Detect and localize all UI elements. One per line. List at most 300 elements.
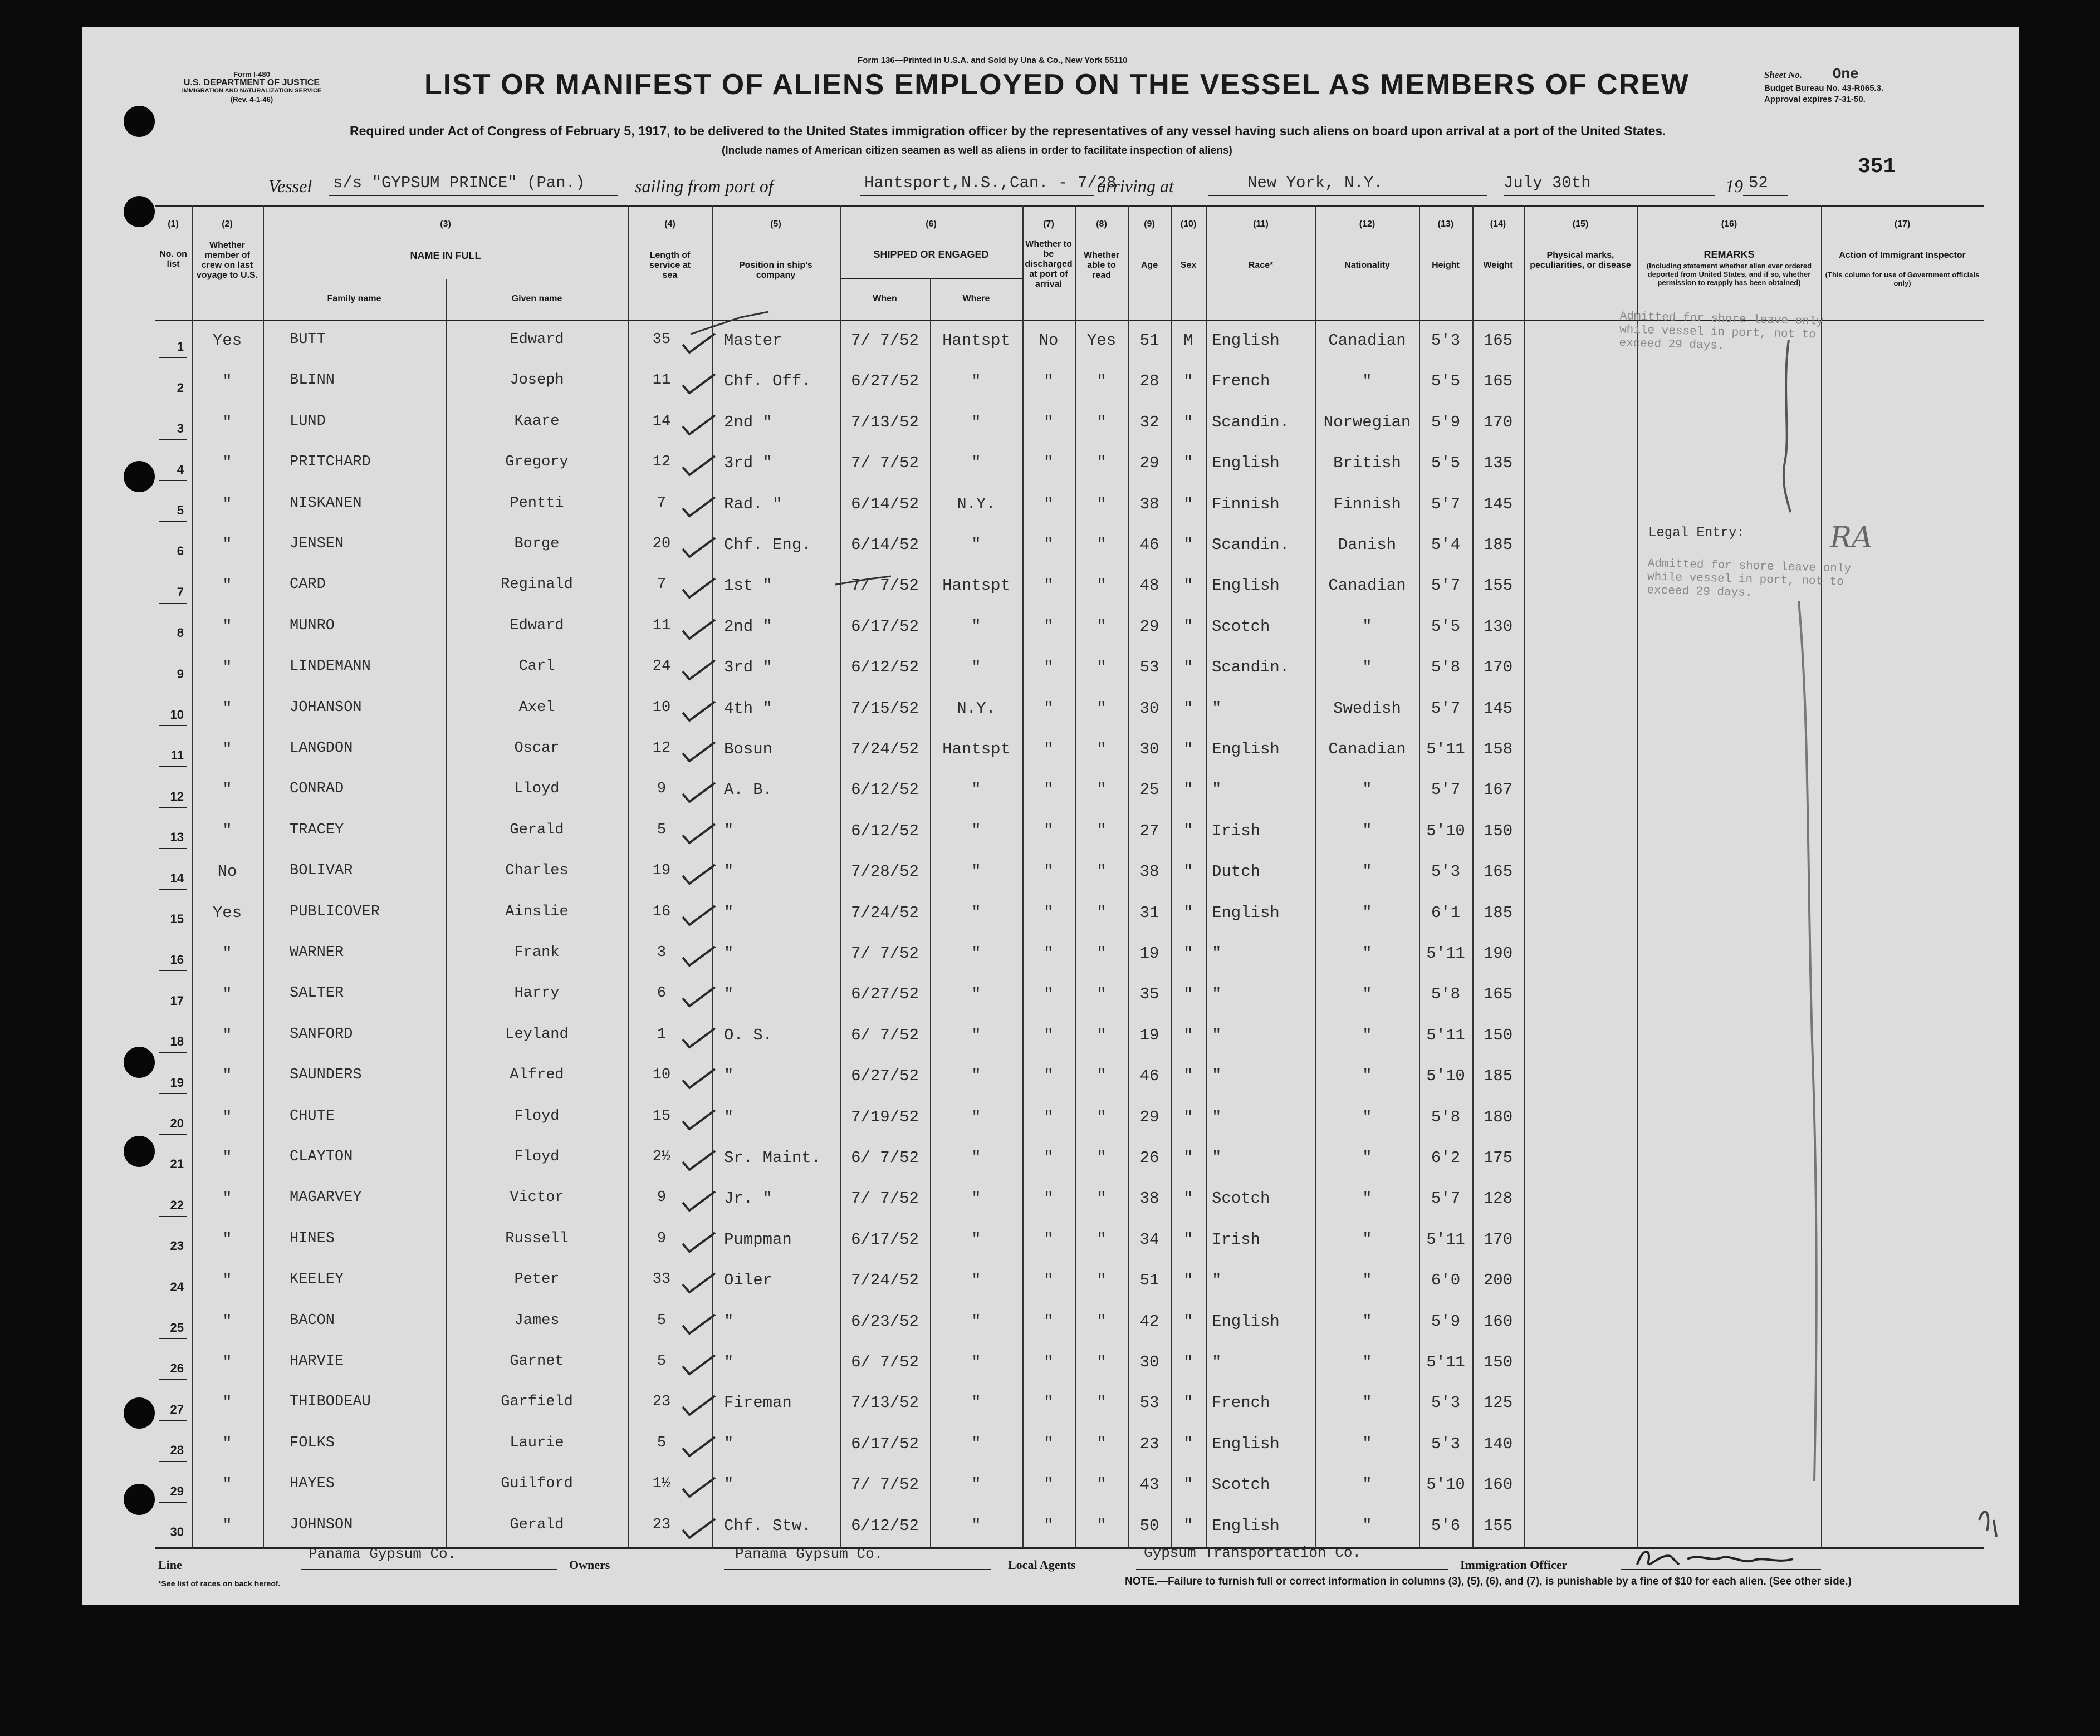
row-number: 8 [177,626,184,640]
page-title: LIST OR MANIFEST OF ALIENS EMPLOYED ON THE VESSEL AS MEMBERS OF CREW [424,68,1690,101]
race-cell: English [1212,331,1280,350]
weight-cell: 158 [1483,740,1513,758]
shipped-when-cell: 6/12/52 [851,781,919,800]
discharged-cell: " [1044,536,1054,554]
discharged-cell: " [1044,1271,1054,1290]
col-weight: Weight [1483,261,1513,270]
race-cell: " [1212,1353,1222,1371]
row-number: 22 [170,1198,184,1212]
prev-voyage-cell: " [222,1394,232,1413]
shipped-when-cell: 7/ 7/52 [851,331,919,350]
race-cell: Scotch [1212,1189,1270,1208]
sex-cell: " [1183,1475,1193,1494]
nationality-cell: " [1362,1107,1372,1126]
prev-voyage-cell: " [222,1026,232,1044]
service-cell: 19 [652,862,671,880]
age-cell: 30 [1139,740,1159,758]
age-cell: 48 [1139,576,1159,595]
shipped-when-cell: 6/27/52 [851,1067,919,1086]
shipped-when-cell: 7/ 7/52 [851,1189,919,1208]
discharged-cell: No [1039,331,1059,350]
race-cell: English [1212,1312,1280,1331]
row-number: 16 [170,953,184,967]
sex-cell: " [1183,740,1193,758]
shipped-where-cell: " [971,413,981,431]
prev-voyage-cell: " [222,699,232,718]
shipped-where-cell: " [971,1353,981,1371]
weight-cell: 150 [1483,821,1513,840]
height-cell: 5'7 [1431,699,1461,718]
age-cell: 31 [1139,903,1159,922]
col-sex: Sex [1180,261,1197,270]
height-cell: 5'3 [1431,331,1461,350]
prev-voyage-cell: " [222,740,232,758]
height-cell: 5'8 [1431,1107,1461,1126]
age-cell: 25 [1139,781,1159,800]
nationality-cell: " [1362,1475,1372,1494]
given-name-cell: Pentti [510,494,564,512]
height-cell: 5'5 [1431,617,1461,636]
race-cell: French [1212,1394,1270,1413]
shipped-where-cell: " [971,617,981,636]
family-name-cell: LANGDON [290,740,353,757]
checkmark-icon [681,738,719,766]
family-name-cell: KEELEY [290,1271,344,1288]
checkmark-icon [681,820,719,847]
checkmark-icon [681,860,719,888]
discharged-cell: " [1044,1067,1054,1086]
weight-cell: 130 [1483,617,1513,636]
officer-signature [1626,1542,1804,1576]
row-number: 25 [170,1321,184,1335]
given-name-cell: Lloyd [514,781,560,798]
can-read-cell: " [1096,1107,1107,1126]
form-info: Form I-480 U.S. DEPARTMENT OF JUSTICE IMMIGRATION AND NATURALIZATION SERVICE (Rev. 4-1-46) [182,70,322,104]
sex-cell: " [1183,536,1193,554]
weight-cell: 165 [1483,372,1513,391]
family-name-cell: HAYES [290,1475,335,1493]
can-read-cell: " [1096,740,1107,758]
checkmark-icon [681,1024,719,1052]
can-read-cell: " [1096,944,1107,963]
checkmark-icon [681,493,719,521]
weight-cell: 155 [1483,576,1513,595]
shipped-where-cell: N.Y. [957,494,996,513]
shipped-when-cell: 7/ 7/52 [851,944,919,963]
can-read-cell: " [1096,985,1107,1004]
col-discharged: Whether to be discharged at port of arrival [1025,239,1073,289]
race-cell: Finnish [1212,494,1280,513]
shipped-when-cell: 7/24/52 [851,740,919,758]
age-cell: 30 [1139,699,1159,718]
shipped-where-cell: N.Y. [957,699,996,718]
service-cell: 20 [652,536,671,552]
weight-cell: 200 [1483,1271,1513,1290]
sex-cell: " [1183,617,1193,636]
nationality-cell: " [1362,617,1372,636]
shipped-when-cell: 7/13/52 [851,413,919,431]
service-cell: 9 [657,1230,667,1247]
shipped-where-cell: " [971,1026,981,1044]
row-number: 1 [177,340,184,354]
height-cell: 5'9 [1431,413,1461,431]
stamp-number: 351 [1858,155,1896,179]
sheet-no-value: One [1832,66,1859,82]
given-name-cell: Guilford [501,1475,573,1493]
checkmark-icon [681,656,719,684]
checkmark-icon [681,1065,719,1092]
position-cell: " [724,903,734,922]
shipped-where-cell: " [971,903,981,922]
sex-cell: " [1183,1516,1193,1535]
age-cell: 53 [1139,658,1159,677]
age-cell: 35 [1139,985,1159,1004]
printer-note: Form 136—Printed in U.S.A. and Sold by Una & Co., New York 55110 [858,56,1128,65]
discharged-cell: " [1044,617,1054,636]
height-cell: 5'10 [1426,1475,1465,1494]
prev-voyage-cell: " [222,576,232,595]
shipped-where-cell: " [971,862,981,881]
position-cell: Chf. Eng. [724,536,811,554]
can-read-cell: " [1096,781,1107,800]
weight-cell: 145 [1483,494,1513,513]
sex-cell: " [1183,944,1193,963]
row-number: 10 [170,708,184,722]
position-cell: " [724,1434,734,1453]
shipped-where-cell: " [971,658,981,677]
can-read-cell: " [1096,658,1107,677]
service-cell: 11 [652,372,671,389]
age-cell: 46 [1139,1067,1159,1086]
given-name-cell: Edward [510,617,564,634]
shipped-where-cell: " [971,454,981,473]
age-cell: 51 [1139,331,1159,350]
col-physical-marks: Physical marks, peculiarities, or disease [1530,251,1631,270]
can-read-cell: " [1096,372,1107,391]
position-cell: O. S. [724,1026,773,1044]
row-number: 7 [177,585,184,599]
height-cell: 5'3 [1431,862,1461,881]
sex-cell: " [1183,1434,1193,1453]
race-cell: " [1212,1026,1222,1044]
races-note: *See list of races on back hereof. [158,1579,281,1588]
shipped-when-cell: 7/24/52 [851,1271,919,1290]
discharged-cell: " [1044,576,1054,595]
discharged-cell: " [1044,1312,1054,1331]
footer-agents-label: Local Agents [1008,1558,1076,1572]
approval-expiry: Approval expires 7-31-50. [1764,95,1866,104]
given-name-cell: Edward [510,331,564,348]
weight-cell: 155 [1483,1516,1513,1535]
row-number: 28 [170,1443,184,1458]
vessel-value: s/s "GYPSUM PRINCE" (Pan.) [333,174,585,192]
row-number: 4 [177,462,184,477]
checkmark-icon [681,533,719,561]
discharged-cell: " [1044,1189,1054,1208]
shipped-where-cell: " [971,1230,981,1249]
age-cell: 23 [1139,1434,1159,1453]
can-read-cell: " [1096,1189,1107,1208]
given-name-cell: Leyland [505,1026,569,1043]
row-number: 11 [170,748,184,763]
family-name-cell: SAUNDERS [290,1067,362,1084]
height-cell: 5'10 [1426,821,1465,840]
row-number: 3 [177,421,184,436]
position-cell: Master [724,331,782,350]
can-read-cell: " [1096,617,1107,636]
checkmark-icon [681,1473,719,1501]
sex-cell: " [1183,985,1193,1004]
prev-voyage-cell: " [222,1353,232,1371]
position-cell: " [724,944,734,963]
family-name-cell: CHUTE [290,1107,335,1125]
shipped-where-cell: " [971,1434,981,1453]
checkmark-icon [681,697,719,725]
sex-cell: " [1183,862,1193,881]
given-name-cell: Russell [505,1230,569,1247]
shipped-where-cell: " [971,1271,981,1290]
weight-cell: 170 [1483,1230,1513,1249]
discharged-cell: " [1044,1475,1054,1494]
age-cell: 38 [1139,862,1159,881]
discharged-cell: " [1044,740,1054,758]
age-cell: 32 [1139,413,1159,431]
col-race: Race* [1248,261,1274,270]
position-cell: Oiler [724,1271,773,1290]
weight-cell: 185 [1483,903,1513,922]
height-cell: 5'7 [1431,1189,1461,1208]
col-inspector-action: Action of Immigrant Inspector [1839,251,1966,260]
weight-cell: 165 [1483,985,1513,1004]
checkmark-icon [681,1187,719,1215]
race-cell: " [1212,699,1222,718]
service-cell: 2½ [652,1149,671,1165]
col-remarks-note: (Including statement whether alien ever ordered deported from United States, and if so, whether permission to reapply has been obtained) [1646,262,1812,287]
race-cell: English [1212,740,1280,758]
weight-cell: 180 [1483,1107,1513,1126]
nationality-cell: " [1362,1026,1372,1044]
service-cell: 5 [657,821,667,838]
form-subtitle: Required under Act of Congress of February 5, 1917, to be delivered to the United States immigration officer by the representatives of any vessel having such aliens on board upon arrival at a port of the United States. [350,124,1666,138]
family-name-cell: MAGARVEY [290,1189,362,1207]
given-name-cell: Carl [518,658,555,675]
col-height: Height [1432,261,1460,270]
service-cell: 1½ [652,1475,671,1493]
col-prev-voyage: Whether member of crew on last voyage to U.S. [196,241,258,280]
weight-cell: 160 [1483,1312,1513,1331]
arriving-value: New York, N.Y. [1247,174,1383,192]
discharged-cell: " [1044,413,1054,431]
service-cell: 35 [652,331,671,348]
weight-cell: 175 [1483,1149,1513,1167]
service-cell: 23 [652,1516,671,1533]
checkmark-icon [681,452,719,479]
discharged-cell: " [1044,1107,1054,1126]
sex-cell: " [1183,1026,1193,1044]
sex-cell: " [1183,372,1193,391]
checkmark-icon [681,329,719,357]
col-where: Where [962,294,990,303]
can-read-cell: " [1096,699,1107,718]
sex-cell: " [1183,1353,1193,1371]
col-age: Age [1140,261,1158,270]
shipped-when-cell: 6/ 7/52 [851,1353,919,1371]
position-cell: " [724,985,734,1004]
remark-shore-leave-6: Admitted for shore leave only while vessel in port, not to exceed 29 days. [1647,557,1852,600]
position-cell: 4th " [724,699,773,718]
discharged-cell: " [1044,454,1054,473]
service-cell: 3 [657,944,667,961]
shipped-where-cell: " [971,821,981,840]
prev-voyage-cell: " [222,1475,232,1494]
race-cell: " [1212,944,1222,963]
discharged-cell: " [1044,494,1054,513]
footer-line-label: Line [158,1558,182,1572]
height-cell: 5'11 [1426,1353,1465,1371]
height-cell: 5'11 [1426,944,1465,963]
race-cell: Irish [1212,821,1261,840]
shipped-where-cell: " [971,1312,981,1331]
discharged-cell: " [1044,903,1054,922]
age-cell: 30 [1139,1353,1159,1371]
height-cell: 5'11 [1426,1026,1465,1044]
position-cell: Jr. " [724,1189,773,1208]
row-number: 9 [177,666,184,681]
penalty-note: NOTE.—Failure to furnish full or correct information in columns (3), (5), (6), and (7), is punishable by a fine of $10 for each alien. (See other side.) [1125,1576,1852,1587]
date-value: July 30th [1504,174,1591,192]
prev-voyage-cell: " [222,781,232,800]
budget-bureau: Budget Bureau No. 43-R065.3. [1764,84,1884,93]
nationality-cell: Canadian [1328,576,1406,595]
sex-cell: " [1183,413,1193,431]
given-name-cell: Oscar [514,740,560,757]
can-read-cell: " [1096,576,1107,595]
prev-voyage-cell: " [222,372,232,391]
nationality-cell: " [1362,1353,1372,1371]
shipped-where-cell: " [971,781,981,800]
discharged-cell: " [1044,699,1054,718]
service-cell: 7 [657,494,667,512]
col-name-in-full: NAME IN FULL [410,250,481,261]
service-cell: 10 [652,1067,671,1084]
row-number: 12 [170,789,184,803]
prev-voyage-cell: " [222,1434,232,1453]
service-cell: 33 [652,1271,671,1288]
sheet-no: Sheet No. One [1764,66,1859,82]
checkmark-icon [681,1146,719,1174]
height-cell: 6'2 [1431,1149,1461,1167]
weight-cell: 170 [1483,413,1513,431]
discharged-cell: " [1044,985,1054,1004]
given-name-cell: Kaare [514,413,560,430]
age-cell: 42 [1139,1312,1159,1331]
col-remarks: REMARKS [1704,249,1755,260]
row-number: 26 [170,1361,184,1376]
nationality-cell: Norwegian [1323,413,1411,431]
shipped-where-cell: " [971,372,981,391]
given-name-cell: Garnet [510,1353,564,1370]
position-cell: " [724,1353,734,1371]
position-cell: A. B. [724,781,773,800]
given-name-cell: Charles [505,862,569,880]
shipped-when-cell: 7/28/52 [851,862,919,881]
prev-voyage-cell: " [222,821,232,840]
family-name-cell: BACON [290,1312,335,1329]
given-name-cell: Gerald [510,1516,564,1533]
position-cell: 3rd " [724,454,773,473]
prev-voyage-cell: " [222,536,232,554]
nationality-cell: Canadian [1328,331,1406,350]
height-cell: 6'0 [1431,1271,1461,1290]
prev-voyage-cell: " [222,1271,232,1290]
age-cell: 38 [1139,1189,1159,1208]
position-cell: Rad. " [724,494,782,513]
race-cell: Scandin. [1212,413,1290,431]
service-cell: 24 [652,658,671,675]
age-cell: 28 [1139,372,1159,391]
height-cell: 5'3 [1431,1434,1461,1453]
row-number: 15 [170,912,184,926]
weight-cell: 165 [1483,331,1513,350]
discharged-cell: " [1044,1026,1054,1044]
service-cell: 11 [652,617,671,634]
service-cell: 14 [652,413,671,430]
service-cell: 12 [652,454,671,471]
prev-voyage-cell: " [222,494,232,513]
nationality-cell: " [1362,1189,1372,1208]
prev-voyage-cell: Yes [212,331,242,350]
age-cell: 51 [1139,1271,1159,1290]
position-cell: 3rd " [724,658,773,677]
service-cell: 16 [652,903,671,920]
prev-voyage-cell: " [222,413,232,431]
discharged-cell: " [1044,1394,1054,1413]
height-cell: 5'6 [1431,1516,1461,1535]
shipped-where-cell: Hantspt [942,576,1010,595]
height-cell: 5'7 [1431,576,1461,595]
discharged-cell: " [1044,658,1054,677]
can-read-cell: " [1096,494,1107,513]
age-cell: 50 [1139,1516,1159,1535]
position-cell: " [724,862,734,881]
shipped-when-cell: 6/12/52 [851,1516,919,1535]
race-cell: French [1212,372,1270,391]
height-cell: 5'3 [1431,1394,1461,1413]
checkmark-icon [681,574,719,602]
row-number: 30 [170,1525,184,1539]
nationality-cell: " [1362,658,1372,677]
checkmark-icon [681,1228,719,1256]
weight-cell: 128 [1483,1189,1513,1208]
given-name-cell: Garfield [501,1394,573,1411]
col-no-on-list: No. on list [159,249,187,269]
sex-cell: " [1183,903,1193,922]
checkmark-icon [681,1514,719,1542]
height-cell: 6'1 [1431,903,1461,922]
col-given-name: Given name [511,294,562,303]
race-cell: Scotch [1212,1475,1270,1494]
given-name-cell: James [514,1312,560,1329]
height-cell: 5'9 [1431,1312,1461,1331]
shipped-when-cell: 7/13/52 [851,1394,919,1413]
shipped-where-cell: " [971,1189,981,1208]
prev-voyage-cell: " [222,454,232,473]
height-cell: 5'4 [1431,536,1461,554]
prev-voyage-cell: Yes [212,903,242,922]
weight-cell: 125 [1483,1394,1513,1413]
given-name-cell: Laurie [510,1434,564,1451]
family-name-cell: SANFORD [290,1026,353,1043]
